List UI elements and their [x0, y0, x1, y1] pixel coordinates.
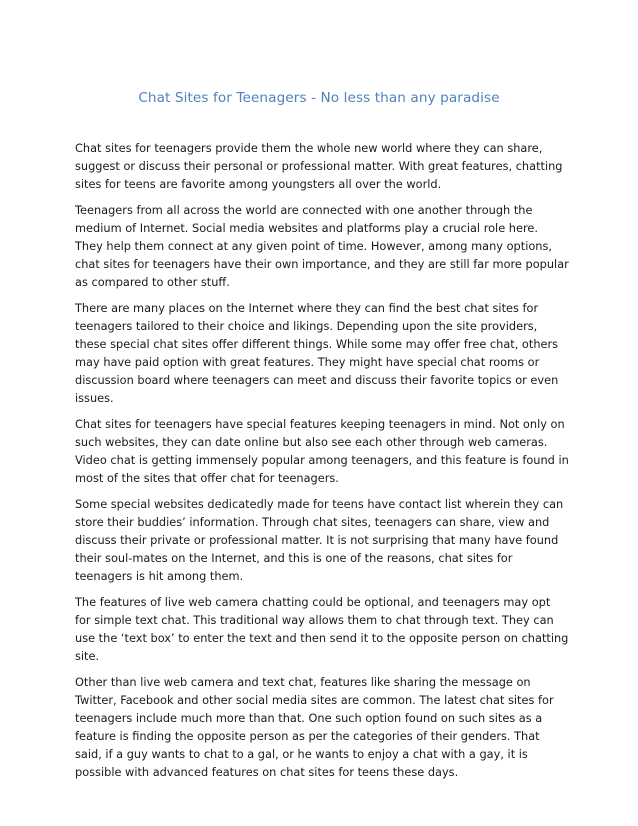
paragraph: Chat sites for teenagers provide them the whole new world where they can share, suggest or discuss their personal or professional matter. With great features, chatting sites for teens are favorite among youngsters all over the world. [75, 141, 563, 191]
paragraph: Chat sites for teenagers have special features keeping teenagers in mind. Not only on such websites, they can date online but also see each other through web cameras. Video chat is getting immensely popular among teenagers, and this feature is found in most of the sites that offer chat for teenagers. [75, 417, 569, 485]
paragraph: The features of live web camera chatting could be optional, and teenagers may opt for simple text chat. This traditional way allows them to chat through text. They can use the ‘text box’ to enter the text and then send it to the opposite person on chatting site. [75, 595, 569, 663]
document-body [75, 139, 569, 789]
page-title: Chat Sites for Teenagers - No less than any paradise [138, 90, 500, 106]
paragraph: Other than live web camera and text chat, features like sharing the message on Twitter, Facebook and other social media sites are common. The latest chat sites for teenagers include much more than that. One such option found on such sites as a feature is finding the opposite person as per the categories of their genders. That said, if a guy wants to chat to a gal, or he wants to enjoy a chat with a gay, it is possible with advanced features on chat sites for teens these days. [75, 675, 554, 779]
paragraph: Teenagers from all across the world are connected with one another through the medium of Internet. Social media websites and platforms play a crucial role here. They help them connect at any given point of time. However, among many options, chat sites for teenagers have their own importance, and they are still far more popular as compared to other stuff. [75, 203, 569, 289]
paragraph: There are many places on the Internet where they can find the best chat sites for teenagers tailored to their choice and likings. Depending upon the site providers, these special chat sites offer different things. While some may offer free chat, others may have paid option with great features. They might have special chat rooms or discussion board where teenagers can meet and discuss their favorite topics or even issues. [75, 301, 559, 405]
paragraph: Some special websites dedicatedly made for teens have contact list wherein they can store their buddies’ information. Through chat sites, teenagers can share, view and discuss their private or professional matter. It is not surprising that many have found their soul-mates on the Internet, and this is one of the reasons, chat sites for teenagers is hit among them. [75, 497, 564, 583]
